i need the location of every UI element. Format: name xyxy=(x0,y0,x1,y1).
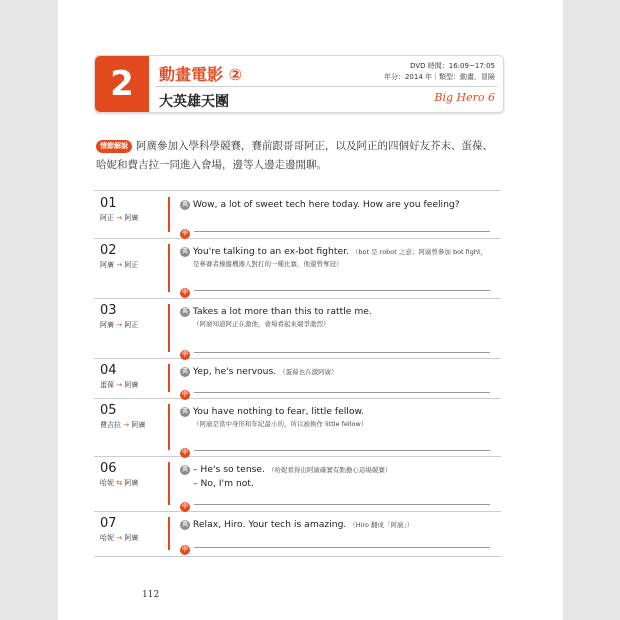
speakers: 蛋葆 → 阿廣 xyxy=(100,381,139,389)
english-icon: 英 xyxy=(181,466,188,473)
dialogue-row xyxy=(94,511,501,557)
row-accent-bar xyxy=(168,517,170,550)
dialogue-row xyxy=(94,191,501,239)
speakers: 阿正 → 阿廣 xyxy=(100,214,139,222)
chapter-number: 2 xyxy=(95,56,149,112)
chinese-icon: 中 xyxy=(181,546,188,553)
english-line: 英 Wow, a lot of sweet tech here today. How are you feeling? xyxy=(181,199,460,210)
translation-blank[interactable] xyxy=(180,221,498,237)
dvd-time: DVD 時間：16:09~17:05 xyxy=(410,62,495,70)
dialogue-row xyxy=(94,398,501,457)
speakers: 阿廣 → 阿正 xyxy=(100,261,139,269)
dialogue-number: 06 xyxy=(100,461,117,476)
swap-arrow-icon: ⇆ xyxy=(116,479,123,487)
row-accent-bar xyxy=(168,197,170,232)
row-accent-bar xyxy=(168,404,170,450)
arrow-icon: → xyxy=(116,321,123,329)
translation-blank[interactable] xyxy=(180,537,498,553)
chinese-icon: 中 xyxy=(181,351,188,358)
translation-blank[interactable] xyxy=(180,342,498,358)
english-line: 英 You have nothing to fear, little fellow. （阿廣是當中身形和年紀最小的，所以被換作 little fellow） xyxy=(181,406,368,428)
chapter-title: 動畫電影 ② xyxy=(159,65,243,84)
plot-tag: 情節解說 xyxy=(96,140,132,153)
speakers: 阿廣 → 阿正 xyxy=(100,321,139,329)
translation-blank[interactable] xyxy=(180,440,498,456)
speakers: 哈妮 ⇆ 阿廣 xyxy=(100,479,139,487)
chinese-icon: 中 xyxy=(181,289,188,296)
english-icon: 英 xyxy=(181,521,188,528)
dialogue-row xyxy=(94,456,501,512)
arrow-icon: → xyxy=(116,534,123,542)
header-divider xyxy=(155,86,497,87)
english-icon: 英 xyxy=(181,368,188,375)
translation-blank[interactable] xyxy=(180,280,498,296)
dialogue-list xyxy=(94,190,501,561)
dialogue-number: 03 xyxy=(100,303,117,318)
chinese-icon: 中 xyxy=(181,230,188,237)
book-page xyxy=(58,0,563,620)
plot-intro xyxy=(96,137,506,175)
english-line: 英 You're talking to an ex-bot fighter. （bot 是 robot 之意；阿廣曾參加 bot fight， 是參賽者操縱機器人對打的一種比賽，他還曾奪冠） xyxy=(181,246,488,268)
intro-line-1: 阿廣參加入學科學競賽，賽前跟哥哥阿正，以及阿正的四個好友芥末、蛋葆、 xyxy=(136,140,493,152)
dialogue-row xyxy=(94,238,501,299)
dialogue-number: 04 xyxy=(100,363,117,378)
dialogue-number: 01 xyxy=(100,196,117,211)
intro-line-2: 哈妮和費吉拉一同進入會場，邊等人邊走邊閒聊。 xyxy=(96,159,327,171)
speakers: 費吉拉 → 阿廣 xyxy=(100,421,146,429)
translation-blank[interactable] xyxy=(180,494,498,510)
speakers: 哈妮 → 阿廣 xyxy=(100,534,139,542)
english-line: 英 Relax, Hiro. Your tech is amazing. （Hiro 翻成「阿廣」） xyxy=(181,519,414,530)
dialogue-number: 05 xyxy=(100,403,117,418)
dialogue-number: 07 xyxy=(100,516,117,531)
english-icon: 英 xyxy=(181,408,188,415)
english-line: 英 – He's so tense. （哈妮看得出阿廣確實有點擔心這場競賽） – No, I'm not. xyxy=(181,464,392,489)
row-accent-bar xyxy=(168,462,170,505)
dialogue-row xyxy=(94,298,501,359)
row-accent-bar xyxy=(168,244,170,292)
page-number: 112 xyxy=(142,590,160,600)
movie-title: 大英雄天團 xyxy=(159,94,229,110)
chinese-icon: 中 xyxy=(181,503,188,510)
arrow-icon: → xyxy=(116,381,123,389)
english-line: 英 Yep, he's nervous. （蛋葆也在激阿廣） xyxy=(181,366,338,377)
dialogue-row xyxy=(94,358,501,399)
chapter-header xyxy=(94,55,504,113)
chinese-icon: 中 xyxy=(181,391,188,398)
chinese-icon: 中 xyxy=(181,449,188,456)
english-icon: 英 xyxy=(181,308,188,315)
arrow-icon: → xyxy=(116,214,123,222)
arrow-icon: → xyxy=(116,261,123,269)
english-icon: 英 xyxy=(181,248,188,255)
english-line: 英 Takes a lot more than this to rattle me. （阿廣知道阿正在激他，會場看起來競爭激烈） xyxy=(181,306,372,328)
row-accent-bar xyxy=(168,304,170,352)
dialogue-number: 02 xyxy=(100,243,117,258)
english-icon: 英 xyxy=(181,201,188,208)
row-accent-bar xyxy=(168,364,170,392)
arrow-icon: → xyxy=(123,421,130,429)
year-genre: 年分：2014 年｜類型：動畫、冒險 xyxy=(383,73,495,81)
movie-meta xyxy=(384,61,495,83)
movie-english-title: Big Hero 6 xyxy=(434,91,495,104)
translation-blank[interactable] xyxy=(180,382,498,398)
